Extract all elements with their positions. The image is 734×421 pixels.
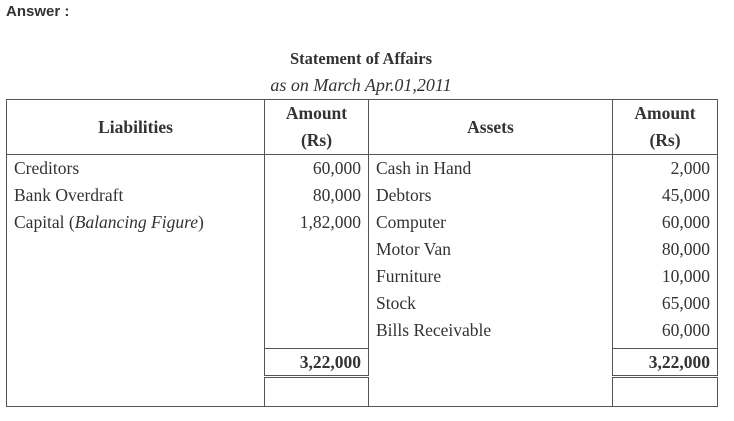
amount-header-top: Amount xyxy=(634,103,696,123)
capital-italic: Balancing Figure xyxy=(74,212,199,232)
assets-amount-header xyxy=(613,100,718,155)
asset-name: Cash in Hand xyxy=(369,155,613,183)
asset-name: Motor Van xyxy=(369,236,613,263)
liability-name-capital xyxy=(7,209,265,236)
header-row xyxy=(7,100,718,155)
liabilities-amount-header xyxy=(265,100,369,155)
liability-name: Creditors xyxy=(7,155,265,183)
liability-amount: 1,82,000 xyxy=(265,209,369,236)
liabilities-header: Liabilities xyxy=(7,100,265,155)
capital-suffix: ) xyxy=(198,212,204,232)
asset-name: Stock xyxy=(369,290,613,317)
statement-table xyxy=(6,99,718,407)
amount-header-top: Amount xyxy=(285,103,348,123)
asset-name: Debtors xyxy=(369,182,613,209)
statement-subtitle: as on March Apr.01,2011 xyxy=(270,75,452,95)
table-row xyxy=(7,155,718,183)
liability-amount: 60,000 xyxy=(265,155,369,183)
asset-amount: 65,000 xyxy=(613,290,718,317)
total-row xyxy=(7,349,718,377)
table-row xyxy=(7,290,718,317)
asset-name: Bills Receivable xyxy=(369,317,613,344)
liability-amount: 80,000 xyxy=(265,182,369,209)
asset-amount: 10,000 xyxy=(613,263,718,290)
table-row xyxy=(7,317,718,344)
amount-header-unit: (Rs) xyxy=(300,130,333,150)
amount-header-unit: (Rs) xyxy=(649,130,681,150)
table-row xyxy=(7,209,718,236)
asset-name: Furniture xyxy=(369,263,613,290)
liability-name: Bank Overdraft xyxy=(7,182,265,209)
assets-header: Assets xyxy=(369,100,613,155)
asset-amount: 80,000 xyxy=(613,236,718,263)
assets-total: 3,22,000 xyxy=(613,349,718,377)
liabilities-total: 3,22,000 xyxy=(265,349,369,377)
table-row xyxy=(7,182,718,209)
statement-title: Statement of Affairs xyxy=(289,49,433,68)
table-row xyxy=(7,236,718,263)
asset-amount: 60,000 xyxy=(613,209,718,236)
asset-name: Computer xyxy=(369,209,613,236)
capital-prefix: Capital ( xyxy=(14,212,75,232)
answer-label: Answer : xyxy=(6,3,70,20)
table-row xyxy=(7,263,718,290)
asset-amount: 2,000 xyxy=(613,155,718,183)
asset-amount: 45,000 xyxy=(613,182,718,209)
asset-amount: 60,000 xyxy=(613,317,718,344)
bottom-row xyxy=(7,377,718,407)
